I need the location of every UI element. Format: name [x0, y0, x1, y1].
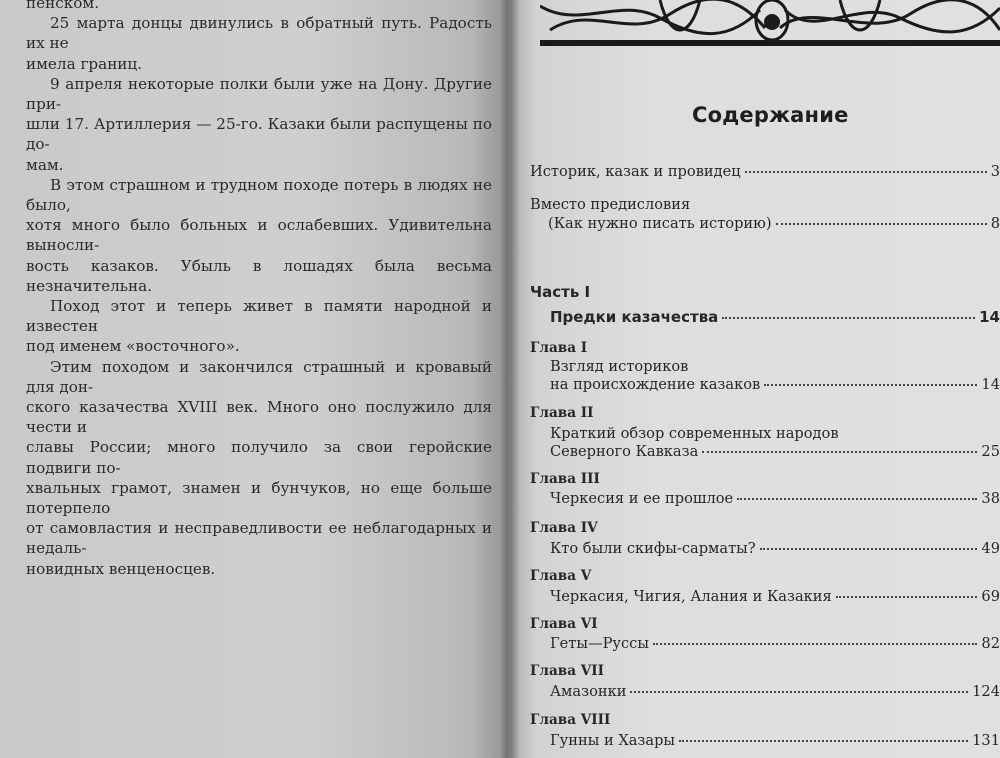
- toc-page-number: 14: [979, 308, 1000, 326]
- dot-leader: [702, 451, 977, 453]
- chapter-label: Глава VII: [530, 663, 605, 679]
- toc-page-number: 49: [981, 540, 1000, 557]
- toc-entry-title: Историк, казак и провидец: [530, 163, 741, 180]
- chapter-label: Глава V: [530, 568, 592, 584]
- text-line: новидных венценосцев.: [26, 559, 216, 578]
- chapter-title: Гунны и Хазары: [550, 732, 676, 749]
- dot-leader: [764, 384, 977, 386]
- part-label: Часть I: [530, 283, 591, 301]
- toc-entry: [550, 540, 1000, 557]
- toc-page-number: 124: [972, 683, 1000, 700]
- toc-entry: [550, 683, 1000, 700]
- toc-entry: [550, 308, 1000, 326]
- toc-entry: [548, 215, 1000, 232]
- chapter-title: Геты—Руссы: [550, 635, 649, 652]
- text-line: имела границ.: [26, 54, 143, 73]
- toc-page-number: 38: [981, 490, 1000, 507]
- toc-page-number: 14: [981, 376, 1000, 393]
- chapter-title: на происхождение казаков: [550, 376, 761, 393]
- toc-title: Содержание: [692, 103, 849, 127]
- chapter-label: Глава VIII: [530, 712, 611, 728]
- left-page-text: [26, 0, 492, 579]
- toc-entry: [550, 376, 1000, 393]
- celtic-knot-ornament-icon: [540, 0, 1000, 48]
- chapter-label: Глава I: [530, 340, 588, 356]
- text-line: В этом страшном и трудном походе потерь в людях не было,: [26, 175, 492, 215]
- chapter-label: Глава IV: [530, 520, 598, 536]
- chapter-label: Глава VI: [530, 616, 598, 632]
- text-line: хвальных грамот, знамен и бунчуков, но еще больше потерпело: [26, 478, 492, 518]
- book-gutter: [500, 0, 520, 758]
- dot-leader: [653, 643, 977, 645]
- toc-entry: [550, 490, 1000, 507]
- text-line: под именем «восточного».: [26, 337, 240, 356]
- chapter-title: Черкесия и ее прошлое: [550, 490, 734, 507]
- text-line: от самовластия и несправедливости ее неблагодарных и недаль-: [26, 519, 492, 558]
- text-line: вость казаков. Убыль в лошадях была весьма незначительна.: [26, 256, 492, 295]
- text-line: ского казачества XVIII век. Много оно послужило для чести и: [26, 398, 492, 437]
- toc-page-number: 82: [981, 635, 1000, 652]
- toc-page-number: 131: [972, 732, 1000, 749]
- chapter-title: Черкасия, Чигия, Алания и Казакия: [550, 588, 832, 605]
- toc-entry: [550, 635, 1000, 652]
- toc-entry: [550, 588, 1000, 605]
- toc-entry: [530, 163, 1000, 180]
- text-line: 9 апреля некоторые полки были уже на Дону. Другие при-: [26, 74, 492, 114]
- chapter-title: Краткий обзор современных народов: [550, 425, 839, 442]
- text-line: пенском.: [26, 0, 100, 12]
- chapter-label: Глава III: [530, 471, 600, 487]
- text-line: Этим походом и закончился страшный и кровавый для дон-: [26, 357, 492, 396]
- dot-leader: [737, 498, 977, 500]
- dot-leader: [630, 691, 968, 693]
- dot-leader: [745, 171, 987, 173]
- dot-leader: [760, 548, 978, 550]
- chapter-title: Северного Кавказа: [550, 443, 699, 460]
- text-line: Поход этот и теперь живет в памяти народной и известен: [26, 297, 492, 336]
- toc-entry-title: Вместо предисловия: [530, 196, 691, 213]
- text-line: хотя много было больных и ослабевших. Удивительна выносли-: [26, 216, 492, 255]
- chapter-label: Глава II: [530, 405, 594, 421]
- text-line: 25 марта донцы двинулись в обратный путь. Радость их не: [26, 14, 492, 53]
- text-line: мам.: [26, 155, 64, 174]
- toc-page-number: 25: [981, 443, 1000, 460]
- toc-page-number: 8: [990, 215, 1000, 232]
- toc-page-number: 3: [990, 163, 1000, 180]
- toc-entry: [550, 443, 1000, 460]
- part-title: Предки казачества: [550, 308, 719, 326]
- text-line: шли 17. Артиллерия — 25-го. Казаки были распущены по до-: [26, 115, 492, 154]
- dot-leader: [679, 740, 968, 742]
- dot-leader: [836, 596, 978, 598]
- toc-entry-subtitle: (Как нужно писать историю): [548, 215, 772, 232]
- dot-leader: [722, 317, 975, 319]
- chapter-title: Кто были скифы-сарматы?: [550, 540, 756, 557]
- toc-page-number: 69: [981, 588, 1000, 605]
- toc-entry: [550, 732, 1000, 749]
- chapter-title: Амазонки: [550, 683, 627, 700]
- dot-leader: [776, 223, 987, 225]
- chapter-title: Взгляд историков: [550, 358, 689, 375]
- text-line: славы России; много получило за свои геройские подвиги по-: [26, 438, 492, 477]
